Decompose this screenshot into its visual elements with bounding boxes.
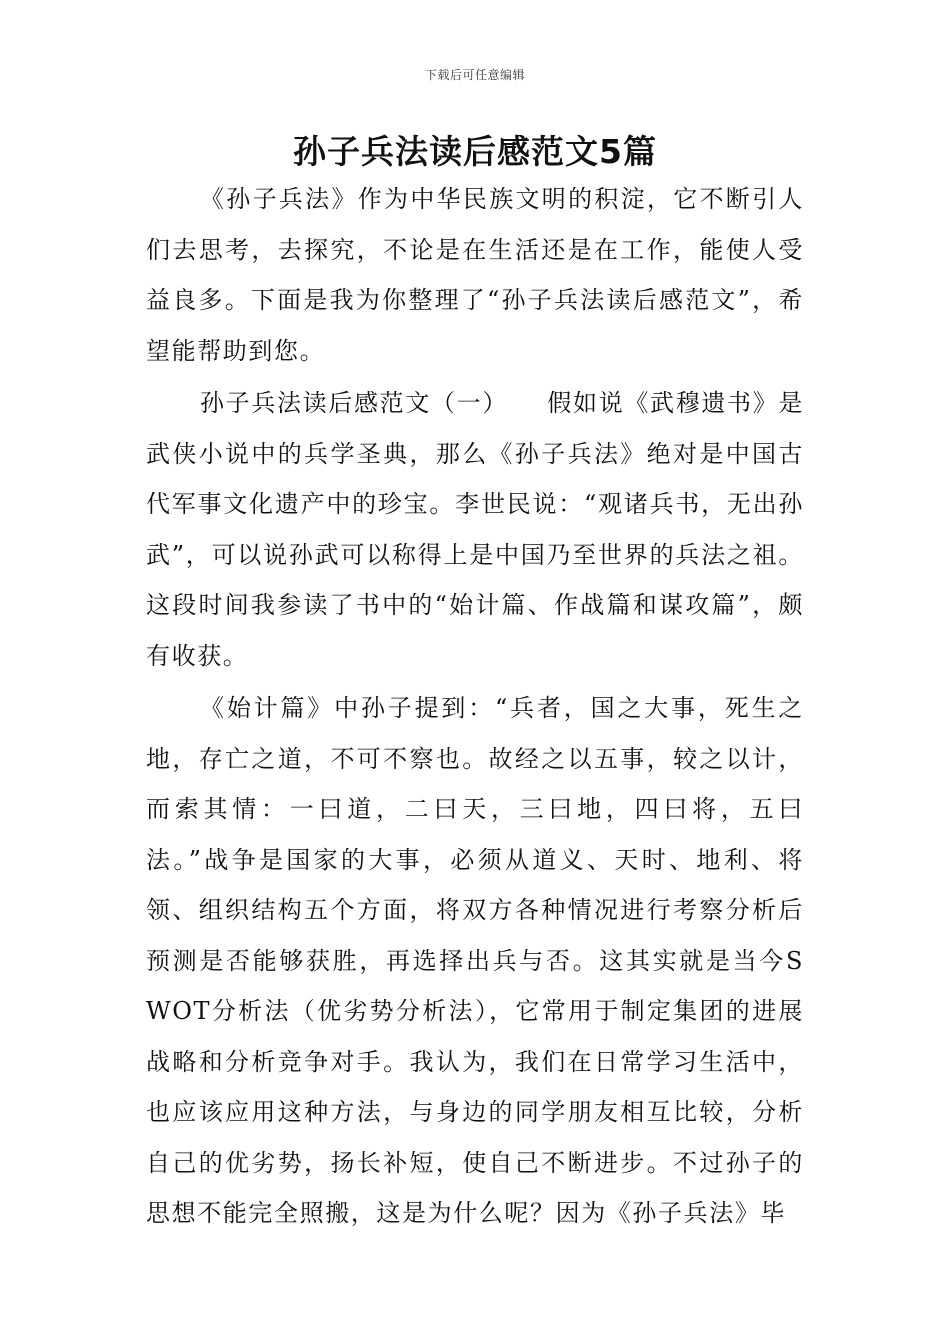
essay-one-paragraph: 孙子兵法读后感范文（一） 假如说《武穆遗书》是武侠小说中的兵学圣典，那么《孙子兵法》绝对是中国古代军事文化遗产中的珍宝。李世民说：“观诸兵书，无出孙武”，可以说孙武可以称得上是中国乃至世界的兵法之祖。这段时间我参读了书中的“始计篇、作战篇和谋攻篇”，颇有收获。 (146, 389, 804, 670)
document-body (146, 174, 804, 1239)
shiji-chapter-paragraph: 《始计篇》中孙子提到：“兵者，国之大事，死生之地，存亡之道，不可不察也。故经之以五事，较之以计，而索其情：一曰道，二曰天，三曰地，四曰将，五曰法。”战争是国家的大事，必须从道义、天时、地利、将领、组织结构五个方面，将双方各种情况进行考察分析后预测是否能够获胜，再选择出兵与否。这其实就是当今SWOT分析法（优劣势分析法），它常用于制定集团的进展战略和分析竞争对手。我认为，我们在日常学习生活中，也应该应用这种方法，与身边的同学朋友相互比较，分析自己的优劣势，扬长补短，使自己不断进步。不过孙子的思想不能完全照搬，这是为什么呢？因为《孙子兵法》毕 (146, 694, 804, 1227)
page-header-note: 下载后可任意编辑 (424, 68, 525, 82)
document-title: 孙子兵法读后感范文5篇 (293, 132, 657, 171)
intro-paragraph: 《孙子兵法》作为中华民族文明的积淀，它不断引人们去思考，去探究，不论是在生活还是在工作，能使人受益良多。下面是我为你整理了“孙子兵法读后感范文”，希望能帮助到您。 (146, 185, 804, 365)
